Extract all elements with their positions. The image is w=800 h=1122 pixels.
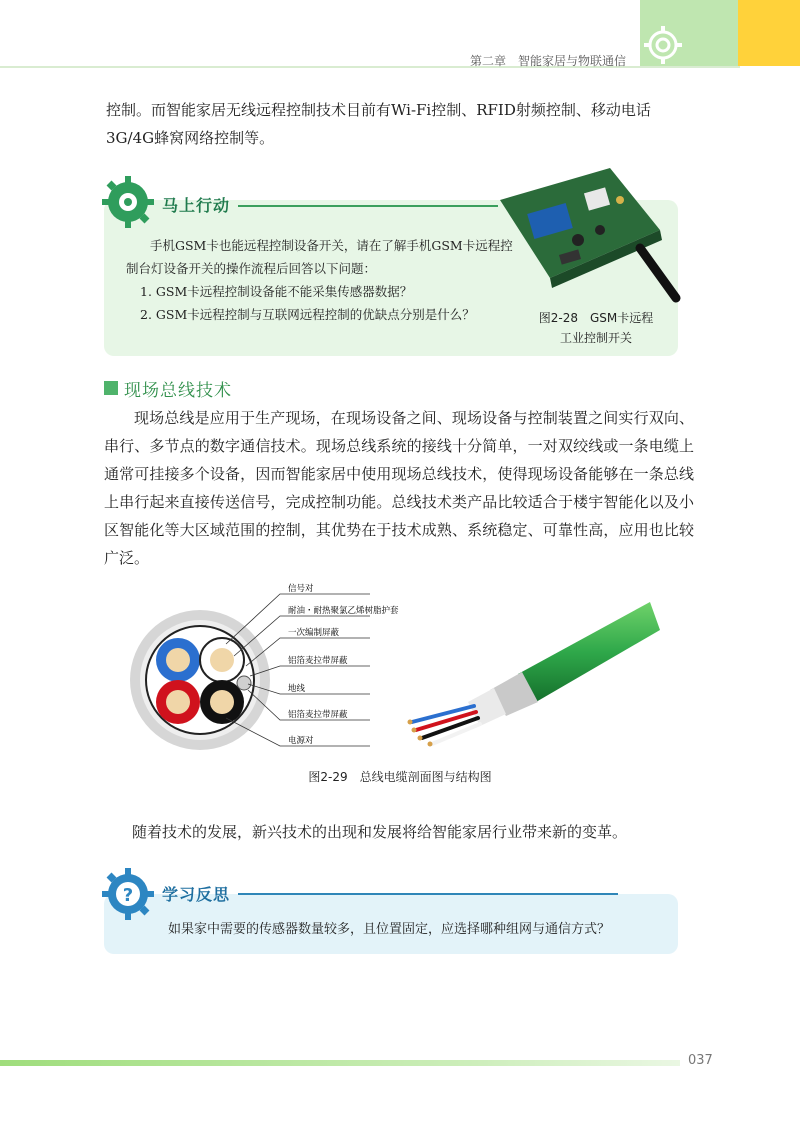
section-title: 现场总线技术: [124, 381, 232, 401]
gear-icon: [640, 22, 686, 68]
footer-bar: [0, 1060, 680, 1066]
cable-label-signal-pair: 信号对: [288, 584, 314, 594]
figure-2-28-caption-line2: 工业控制开关: [559, 331, 632, 345]
section-body: 现场总线是应用于生产现场，在现场设备之间、现场设备与控制装置之间实行双向、串行、多节点的数字通信技术。现场总线系统的接线十分简单，一对双绞线或一条电缆上通常可挂接多个设备，因而智能家居中使用现场总线技术，使得现场设备能够在一条总线上串行起来直接传送信号，完成控制功能。总线技术类产品比较适合于楼宇智能化以及小区智能化等大区域范围的控制，其优势在于技术成熟、系统稳定、可靠性高，应用也比较广泛。: [104, 409, 694, 567]
closing-paragraph: 随着技术的发展，新兴技术的出现和发展将给智能家居行业带来新的变革。: [132, 823, 628, 841]
cable-label-braid-shield: 一次编制屏蔽: [288, 628, 340, 638]
action-box-content: [126, 234, 516, 326]
cable-label-ground-wire: 地线: [288, 684, 306, 694]
header-corner-yellow: [738, 0, 800, 66]
reflection-box-rule: [238, 893, 618, 895]
header-rule: [0, 66, 740, 68]
intro-paragraph: 控制。而智能家居无线远程控制技术目前有Wi-Fi控制、RFID射频控制、移动电话3G/4G蜂窝网络控制等。: [106, 101, 651, 147]
reflection-question: 如果家中需要的传感器数量较多，且位置固定，应选择哪种组网与通信方式？: [168, 922, 611, 937]
cable-label-jacket: 耐油・耐热聚氯乙烯树脂护套: [288, 606, 399, 616]
figure-2-28-caption: [526, 308, 666, 348]
cable-label-foil-shield-1: 铝箔麦拉带屏蔽: [288, 656, 348, 666]
cable-label-power-pair: 电源对: [288, 736, 314, 746]
cable-cross-section-diagram: [130, 580, 399, 770]
cable-label-foil-shield-2: 铝箔麦拉带屏蔽: [288, 710, 348, 720]
reflection-box-title: 学习反思: [162, 885, 231, 904]
figure-2-28-caption-line1: 图2-28 GSM卡远程: [538, 311, 654, 325]
svg-text:?: ?: [122, 885, 134, 906]
action-box-rule: [238, 205, 498, 207]
action-box-title: 马上行动: [162, 196, 231, 215]
drain-wire: [237, 676, 251, 690]
page-number: 037: [688, 1053, 713, 1068]
action-question-1: 1. GSM卡远程控制设备能不能采集传感器数据？: [140, 284, 413, 299]
cable-photo-image: [398, 598, 660, 748]
action-question-2: 2. GSM卡远程控制与互联网远程控制的优缺点分别是什么？: [140, 307, 475, 322]
section-marker: [104, 381, 118, 395]
figure-2-29-caption: 图2-29 总线电缆剖面图与结构图: [308, 770, 492, 784]
action-gear-icon: [100, 174, 156, 230]
action-intro: 手机GSM卡也能远程控制设备开关，请在了解手机GSM卡远程控制台灯设备开关的操作流程后回答以下问题：: [126, 238, 513, 276]
chapter-title: 第二章 智能家居与物联通信: [470, 54, 627, 68]
question-gear-icon: [100, 866, 156, 922]
gsm-control-board-image: [490, 160, 686, 310]
